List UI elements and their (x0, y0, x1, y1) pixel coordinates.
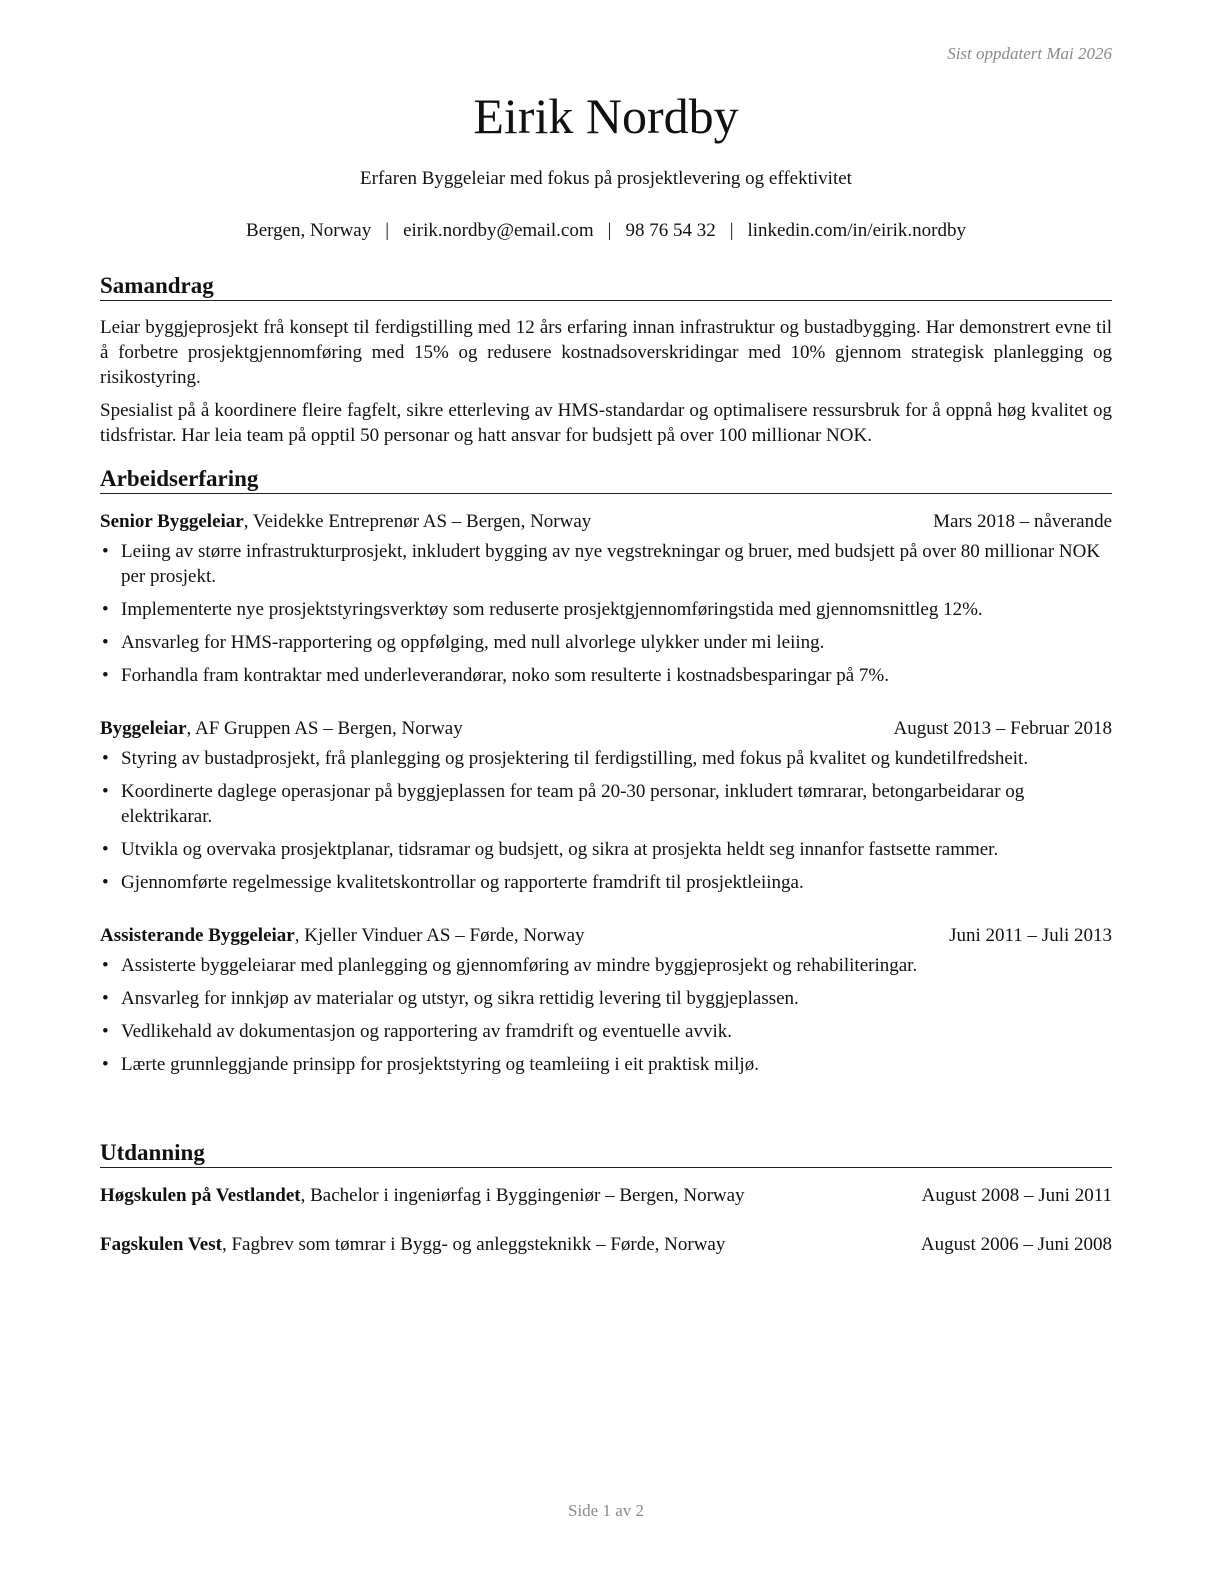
education-school: Høgskulen på Vestlandet (100, 1185, 301, 1206)
contact-line (100, 218, 1112, 244)
job-bullet: • Forhandla fram kontraktar med underleverandørar, noko som resulterte i kostnadsbesparingar på 7%. (100, 663, 1112, 688)
job-entry (100, 923, 1112, 1077)
job-bullet: • Assisterte byggeleiarar med planlegging og gjennomføring av mindre byggjeprosjekt og rehabiliteringar. (100, 953, 1112, 978)
job-bullet: • Leiing av større infrastrukturprosjekt, inkludert bygging av nye vegstrekningar og bruer, med budsjett på over 80 millionar NOK per prosjekt. (100, 539, 1112, 589)
job-entry (100, 716, 1112, 895)
job-header (100, 923, 1112, 948)
job-dates: Mars 2018 – nåverande (933, 511, 1112, 532)
contact-linkedin[interactable]: linkedin.com/in/eirik.nordby (747, 220, 966, 241)
section-title-summary: Samandrag (100, 272, 1112, 301)
education-school: Fagskulen Vest (100, 1234, 222, 1255)
job-bullet: • Utvikla og overvaka prosjektplanar, tidsramar og budsjett, og sikra at prosjekta heldt seg innanfor fastsette rammer. (100, 837, 1112, 862)
job-bullets (100, 539, 1112, 688)
tagline: Erfaren Byggeleiar med fokus på prosjektlevering og effektivitet (360, 168, 852, 189)
contact-location: Bergen, Norway (246, 220, 372, 241)
job-company: , Kjeller Vinduer AS – Førde, Norway (294, 925, 585, 946)
job-header (100, 716, 1112, 741)
job-header (100, 509, 1112, 534)
contact-email[interactable]: eirik.nordby@email.com (403, 220, 594, 241)
contact-phone: 98 76 54 32 (625, 220, 716, 241)
summary-section (100, 272, 1112, 448)
job-bullet: • Implementerte nye prosjektstyringsverktøy som reduserte prosjektgjennomføringstida med gjennomsnittleg 12%. (100, 597, 1112, 622)
contact-separator: | (385, 220, 390, 241)
page-number: Side 1 av 2 (567, 1501, 645, 1520)
last-updated: Sist oppdatert Mai 2026 (947, 44, 1112, 63)
experience-section (100, 465, 1112, 1077)
job-role: Senior Byggeleiar (100, 511, 244, 532)
job-bullet: • Ansvarleg for HMS-rapportering og oppfølging, med null alvorlege ulykker under mi leiing. (100, 630, 1112, 655)
job-bullets (100, 953, 1112, 1077)
education-entry (100, 1183, 1112, 1208)
section-title-education: Utdanning (100, 1139, 1112, 1168)
education-detail: , Bachelor i ingeniørfag i Byggingeniør – Bergen, Norway (300, 1185, 745, 1206)
job-bullet: • Ansvarleg for innkjøp av materialar og utstyr, og sikra rettidig levering til byggjeplassen. (100, 986, 1112, 1011)
education-entry (100, 1232, 1112, 1257)
candidate-name: Eirik Nordby (473, 88, 739, 144)
summary-paragraph: Spesialist på å koordinere fleire fagfelt, sikre etterleving av HMS-standardar og optimalisere ressursbruk for å oppnå høg kvalitet og tidsfristar. Har leia team på opptil 50 personar og hatt ansvar for budsjett på over 100 millionar NOK. (100, 400, 1112, 446)
education-dates: August 2008 – Juni 2011 (921, 1185, 1112, 1206)
job-bullet: • Koordinerte daglege operasjonar på byggjeplassen for team på 20-30 personar, inkludert tømrarar, betongarbeidarar og elektrikarar. (100, 779, 1112, 829)
job-dates: Juni 2011 – Juli 2013 (949, 925, 1112, 946)
job-bullet: • Styring av bustadprosjekt, frå planlegging og prosjektering til ferdigstilling, med fokus på kvalitet og kundetilfredsheit. (100, 746, 1112, 771)
contact-separator: | (729, 220, 734, 241)
section-title-experience: Arbeidserfaring (100, 465, 1112, 494)
job-company: , AF Gruppen AS – Bergen, Norway (186, 718, 463, 739)
job-company: , Veidekke Entreprenør AS – Bergen, Norway (243, 511, 592, 532)
job-role: Byggeleiar (100, 718, 187, 739)
summary-paragraph: Leiar byggjeprosjekt frå konsept til ferdigstilling med 12 års erfaring innan infrastruktur og bustadbygging. Har demonstrert evne til å forbetre prosjektgjennomføring med 15% og redusere kostnadsoverskridingar med 10% gjennom strategisk planlegging og risikostyring. (100, 317, 1112, 388)
job-bullets (100, 746, 1112, 895)
job-bullet: • Gjennomførte regelmessige kvalitetskontrollar og rapporterte framdrift til prosjektleiinga. (100, 870, 1112, 895)
education-section (100, 1139, 1112, 1257)
job-role: Assisterande Byggeleiar (100, 925, 295, 946)
job-bullet: • Lærte grunnleggjande prinsipp for prosjektstyring og teamleiing i eit praktisk miljø. (100, 1052, 1112, 1077)
job-entry (100, 509, 1112, 688)
contact-separator: | (607, 220, 612, 241)
education-detail: , Fagbrev som tømrar i Bygg- og anleggsteknikk – Førde, Norway (221, 1234, 726, 1255)
job-dates: August 2013 – Februar 2018 (893, 718, 1112, 739)
education-dates: August 2006 – Juni 2008 (920, 1234, 1112, 1255)
job-bullet: • Vedlikehald av dokumentasjon og rapportering av framdrift og eventuelle avvik. (100, 1019, 1112, 1044)
